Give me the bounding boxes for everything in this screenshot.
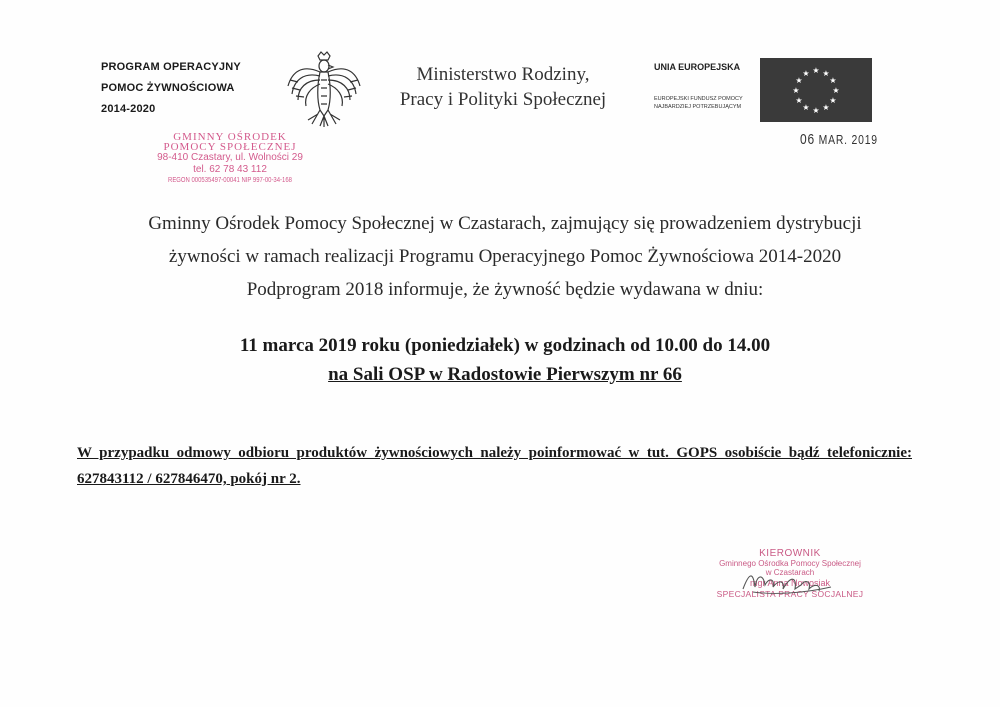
ministry-line-1: Ministerstwo Rodziny, xyxy=(416,64,590,85)
org-stamp-line-2: POMOCY SPOŁECZNEJ xyxy=(163,141,297,153)
signature-org-line-1: Gminnego Ośrodka Pomocy Społecznej xyxy=(719,559,861,568)
ministry-name xyxy=(368,62,638,112)
polish-eagle-icon xyxy=(284,50,364,128)
org-stamp-regon: REGON 000535497-00041 NIP 997-00-34-168 xyxy=(168,177,292,184)
program-line-1: PROGRAM OPERACYJNY xyxy=(101,61,241,73)
signature-org-line-2: w Czastarach xyxy=(765,568,815,577)
handwritten-signature xyxy=(735,565,855,600)
signature-position: SPECJALISTA PRACY SOCJALNEJ xyxy=(716,589,864,599)
date-stamp-day: 06 xyxy=(800,131,815,148)
event-datetime: 11 marca 2019 roku (poniedziałek) w godzinach od 10.00 do 14.00 xyxy=(239,335,771,356)
event-location: na Sali OSP w Radostowie Pierwszym nr 66 xyxy=(328,364,682,385)
intro-line-3: Podprogram 2018 informuje, że żywność będzie wydawana w dniu: xyxy=(246,279,764,300)
svg-text:★: ★ xyxy=(822,103,830,112)
signature-name: mgr Anna Nowosiak xyxy=(749,578,831,588)
org-stamp-address: 98-410 Czastary, ul. Wolności 29 xyxy=(157,152,303,163)
eu-fund-line-1: EUROPEJSKI FUNDUSZ POMOCY xyxy=(654,96,743,102)
program-line-3: 2014-2020 xyxy=(101,103,156,115)
eu-flag-icon xyxy=(760,58,872,122)
svg-text:★: ★ xyxy=(832,86,840,95)
ministry-line-2: Pracy i Polityki Społecznej xyxy=(399,89,607,110)
event-details xyxy=(60,331,950,389)
program-header xyxy=(101,57,241,120)
svg-text:★: ★ xyxy=(795,96,803,105)
intro-line-2: żywności w ramach realizacji Programu Operacyjnego Pomoc Żywnościowa 2014-2020 xyxy=(168,246,842,267)
intro-line-1: Gminny Ośrodek Pomocy Społecznej w Czastarach, zajmujący się prowadzeniem dystrybucji xyxy=(148,213,862,234)
eu-fund-label xyxy=(654,95,764,111)
svg-text:★: ★ xyxy=(802,69,810,78)
organization-stamp xyxy=(150,132,310,185)
eu-title: UNIA EUROPEJSKA xyxy=(654,62,741,72)
svg-text:★: ★ xyxy=(829,96,837,105)
date-stamp-month-year: MAR. 2019 xyxy=(818,132,878,147)
intro-paragraph xyxy=(60,207,950,306)
eu-fund-line-2: NAJBARDZIEJ POTRZEBUJĄCYM xyxy=(654,104,742,110)
svg-text:★: ★ xyxy=(812,106,820,115)
org-stamp-line-1: GMINNY OŚRODEK xyxy=(173,131,287,143)
svg-text:★: ★ xyxy=(822,69,830,78)
program-line-2: POMOC ŻYWNOŚCIOWA xyxy=(101,82,235,94)
refusal-notice: W przypadku odmowy odbioru produktów żywnościowych należy poinformować w tut. GOPS osobiście bądź telefonicznie: 627843112 / 627846470, pokój nr 2. xyxy=(77,445,912,487)
svg-text:★: ★ xyxy=(802,103,810,112)
svg-text:★: ★ xyxy=(792,86,800,95)
signature-title: KIEROWNIK xyxy=(759,548,821,559)
svg-text:★: ★ xyxy=(795,76,803,85)
svg-text:★: ★ xyxy=(812,66,820,75)
date-stamp xyxy=(800,131,878,148)
svg-text:★: ★ xyxy=(829,76,837,85)
org-stamp-phone: tel. 62 78 43 112 xyxy=(193,164,267,175)
